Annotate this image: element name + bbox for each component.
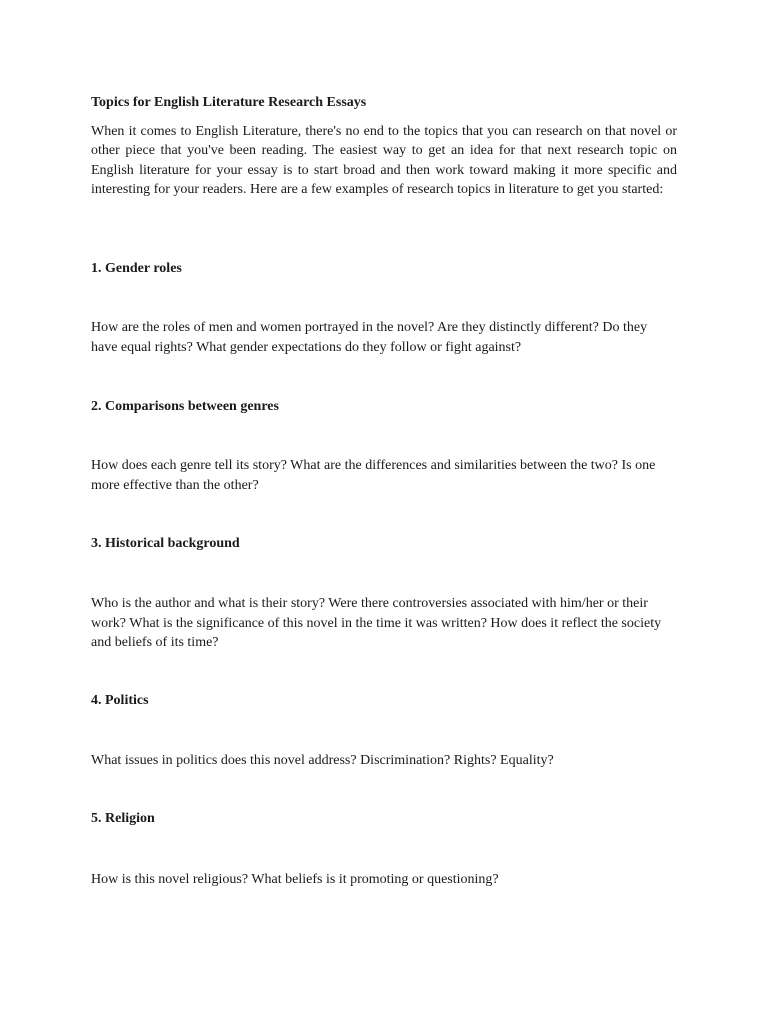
section-body-politics: What issues in politics does this novel address? Discrimination? Rights? Equality?	[91, 753, 554, 768]
section-heading-religion: 5. Religion	[91, 811, 155, 826]
section-heading-historical-background: 3. Historical background	[91, 536, 240, 551]
document-title: Topics for English Literature Research Essays	[91, 95, 367, 110]
section-body-gender-roles: How are the roles of men and women portrayed in the novel? Are they distinctly different? Do they have equal rights? What gender expectations do they follow or fight against?	[91, 320, 648, 355]
section-heading-politics: 4. Politics	[91, 693, 149, 708]
section-body-religion: How is this novel religious? What beliefs is it promoting or questioning?	[91, 872, 499, 887]
section-heading-comparisons-between-genres: 2. Comparisons between genres	[91, 399, 279, 414]
section-body-comparisons-between-genres: How does each genre tell its story? What are the differences and similarities between the two? Is one more effective than the other?	[91, 458, 656, 493]
intro-paragraph: When it comes to English Literature, there's no end to the topics that you can research on that novel or other piece that you've been reading. The easiest way to get an idea for that next research topic on English literature for your essay is to start broad and then work toward making it more specific and interesting for your readers. Here are a few examples of research topics in literature to get you started:	[91, 124, 677, 198]
section-heading-gender-roles: 1. Gender roles	[91, 261, 182, 276]
section-body-historical-background: Who is the author and what is their story? Were there controversies associated with him/her or their work? What is the significance of this novel in the time it was written? How does it reflect the society and beliefs of its time?	[91, 596, 662, 650]
